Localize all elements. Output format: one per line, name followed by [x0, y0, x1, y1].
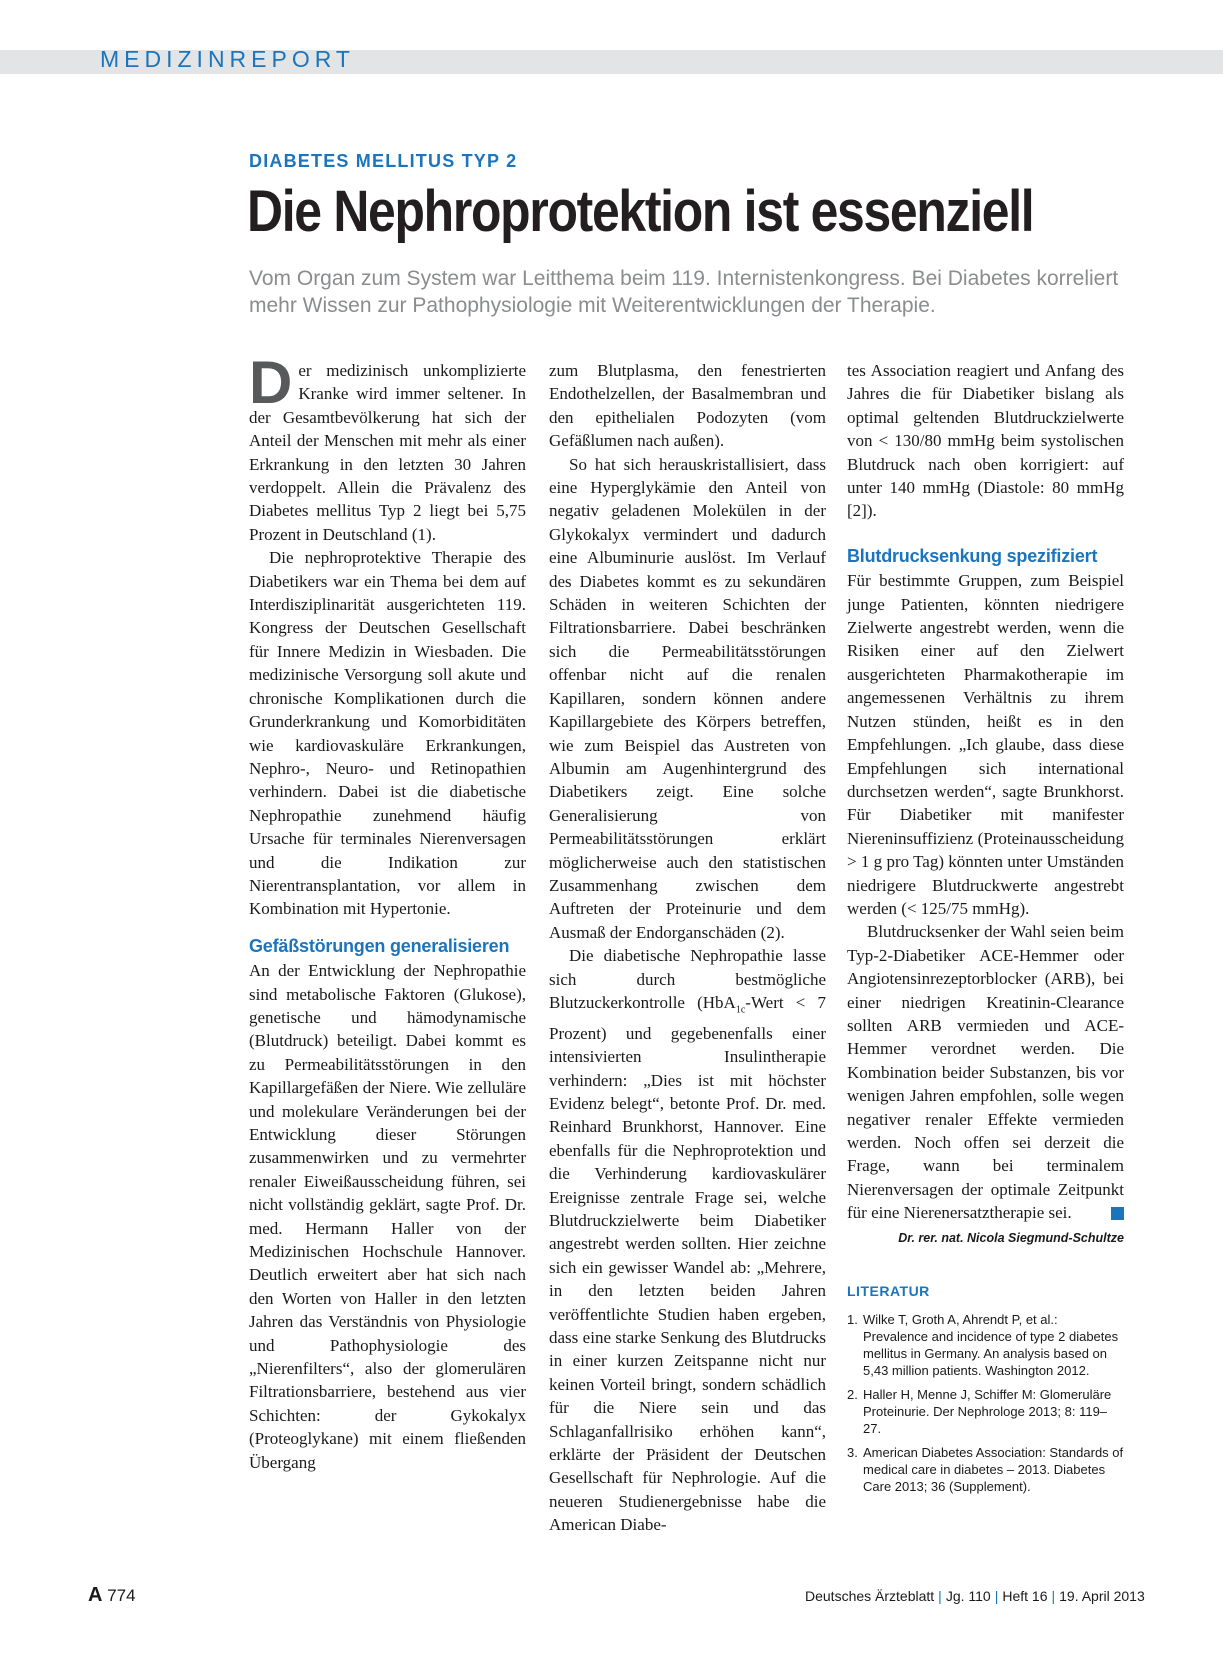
paragraph: Die diabetische Nephropathie lasse sich durch bestmögliche Blutzuckerkontrolle (HbA$_{1c}$-Wert < 7 Prozent) und gegebenenfalls einer intensivierten Insulintherapie verhindern: „Dies ist mit höchster Evidenz belegt“, betonte Prof. Dr. med. Reinhard Brunkhorst, Hannover. Eine ebenfalls für die Nephroprotektion und die Verhinderung kardiovaskulärer Ereignisse zentrale Frage sei, welche Blutdruckzielwerte beim Diabetiker angestrebt werden sollten. Hier zeichne sich ein gewisser Wandel ab: „Mehrere, in den letzten beiden Jahren veröffentlichte Studien haben ergeben, dass eine starke Senkung des Blutdrucks in einer kurzen Zeitspanne nicht nur keinen Vorteil bringt, sondern schädlich für die Niere sein und das Schlaganfallrisiko erhöhen kann“, erklärte der Präsident der Deutschen Gesellschaft für Nephrologie. Auf die neueren Studienergebnisse habe die American Diabe-: [549, 946, 826, 1535]
paragraph: zum Blutplasma, den fenestrierten Endothelzellen, der Basalmembran und den epithelialen Podozyten (vom Gefäßlumen nach außen).: [549, 361, 826, 451]
paragraph: Der medizinisch unkomplizierte Kranke wird immer seltener. In der Gesamtbevölkerung hat sich der Anteil der Menschen mit mehr als einer Erkrankung in den letzten 30 Jahren verdoppelt. Allein die Prävalenz des Diabetes mellitus Typ 2 liegt bei 5,75 Prozent in Deutschland (1).: [249, 349, 526, 544]
article-kicker: DIABETES MELLITUS TYP 2: [249, 151, 518, 171]
paragraph: Für bestimmte Gruppen, zum Beispiel junge Patienten, könnten niedrigere Zielwerte angestrebt werden, wenn die Risiken einer auf den Zielwert ausgerichteten Pharmakotherapie im angemessenen Verhältnis zu ihrem Nutzen stünden, heißt es in den Empfehlungen. „Ich glaube, dass diese Empfehlungen sich international durchsetzen werden“, sagte Brunkhorst. Für Diabetiker mit manifester Niereninsuffizienz (Proteinausscheidung > 1 g pro Tag) könnten unter Umständen niedrigere Blutdruckwerte angestrebt werden (< 125/75 mmHg).: [847, 571, 1124, 918]
article-lead: Vom Organ zum System war Leitthema beim 119. Internistenkongress. Bei Diabetes korreliert mehr Wissen zur Pathophysiologie mit Weiterentwicklungen der Therapie.: [249, 267, 1119, 317]
end-mark-icon: [1111, 1207, 1124, 1220]
journal-name: Deutsches Ärzteblatt: [805, 1588, 935, 1604]
subheading: Blutdrucksenkung spezifiziert: [847, 545, 1098, 566]
literature-heading: LITERATUR: [847, 1283, 930, 1300]
journal-volume: Jg. 110: [945, 1588, 991, 1604]
journal-date: 19. April 2013: [1059, 1588, 1145, 1604]
drop-cap: D: [249, 349, 293, 416]
author-credit: Dr. rer. nat. Nicola Siegmund-Schultze: [898, 1230, 1124, 1245]
text-column-3: [847, 359, 1124, 1502]
paragraph: Die nephroprotektive Therapie des Diabetikers war ein Thema bei dem auf Interdisziplinarität ausgerichteten 119. Kongress der Deutschen Gesellschaft für Innere Medizin in Wiesbaden. Die medizinische Versorgung soll akute und chronische Komplikationen durch die Grunderkrankung und Komorbiditäten wie kardiovaskuläre Erkrankungen, Nephro-, Neuro- und Retinopathien verhindern. Dabei ist die diabetische Nephropathie zunehmend häufig Ursache für terminales Nierenversagen und die Indikation zur Nierentransplantation, vor allem in Kombination mit Hypertonie.: [249, 548, 526, 919]
section-label: MEDIZINREPORT: [100, 46, 355, 72]
literature-item: 2. Haller H, Menne J, Schiffer M: Glomeruläre Proteinurie. Der Nephrologe 2013; 8: 119–27.: [847, 1387, 1112, 1437]
paragraph: tes Association reagiert und Anfang des Jahres die für Diabetiker bislang als optimal geltenden Blutdruckzielwerte von < 130/80 mmHg beim systolischen Blutdruck nach oben korrigiert: auf unter 140 mmHg (Diastole: 80 mmHg [2]).: [847, 361, 1124, 521]
paragraph: So hat sich herauskristallisiert, dass eine Hyperglykämie den Anteil von negativ geladenen Molekülen in der Glykokalyx vermindert und dadurch eine Albuminurie auslöst. Im Verlauf des Diabetes kommt es zu sekundären Schäden in weiteren Schichten der Filtrationsbarriere. Dabei beschränken sich die Permeabilitätsstörungen offenbar nicht auf die renalen Kapillaren, sondern können andere Kapillargebiete des Körpers betreffen, wie zum Beispiel das Austreten von Albumin am Augenhintergrund des Diabetikers zeigt. Eine solche Generalisierung von Permeabilitätsstörungen erklärt möglicherweise auch den statistischen Zusammenhang zwischen dem Auftreten der Proteinurie und dem Ausmaß der Endorganschäden (2).: [549, 454, 826, 942]
subheading: Gefäßstörungen generalisieren: [249, 935, 510, 956]
journal-footer: Deutsches Ärzteblatt | Jg. 110 | Heft 16 | 19. April 2013: [805, 1588, 1145, 1604]
text-column-1: [249, 349, 526, 1474]
paragraph: An der Entwicklung der Nephropathie sind metabolische Faktoren (Glukose), genetische und hämodynamische (Blutdruck) beteiligt. Dabei kommt es zu Permeabilitätsstörungen in den Kapillargefäßen der Niere. Wie zelluläre und molekulare Veränderungen bei der Entwicklung dieser Störungen zusammenwirken und zu vermehrter renaler Eiweißausscheidung führen, sei nicht vollständig geklärt, sagte Prof. Dr. med. Hermann Haller von der Medizinischen Hochschule Hannover. Deutlich erweitert aber hat sich nach den Worten von Haller in den letzten Jahren das Verständnis von Physiologie und Pathophysiologie des „Nierenfilters“, also der glomerulären Filtrationsbarriere, bestehend aus vier Schichten: der Gykokalyx (Proteoglykane) mit einem fließenden Übergang: [249, 961, 526, 1472]
paragraph: Blutdrucksenker der Wahl seien beim Typ-2-Diabetiker ACE-Hemmer oder Angiotensinrezeptorblocker (ARB), bei einer niedrigen Kreatinin-Clearance sollten ARB vermieden und ACE-Hemmer verordnet werden. Die Kombination beider Substanzen, bis vor wenigen Jahren empfohlen, solle wegen negativer renaler Effekte vermieden werden. Noch offen sei derzeit die Frage, wann bei terminalem Nierenversagen der optimale Zeitpunkt für eine Nierenersatztherapie sei.: [847, 922, 1124, 1223]
journal-issue: Heft 16: [1002, 1588, 1048, 1604]
literature-item: 1. Wilke T, Groth A, Ahrendt P, et al.: Prevalence and incidence of type 2 diabetes mellitus in Germany. An analysis based on 5,43 million patients. Washington 2012.: [847, 1312, 1119, 1379]
text-column-2: [549, 359, 826, 1537]
literature-item: 3. American Diabetes Association: Standards of medical care in diabetes – 2013. Diabetes Care 2013; 36 (Supplement).: [847, 1445, 1124, 1495]
page-number: A 774: [88, 1584, 136, 1606]
article-title: Die Nephroprotektion ist essenziell: [247, 179, 1034, 244]
